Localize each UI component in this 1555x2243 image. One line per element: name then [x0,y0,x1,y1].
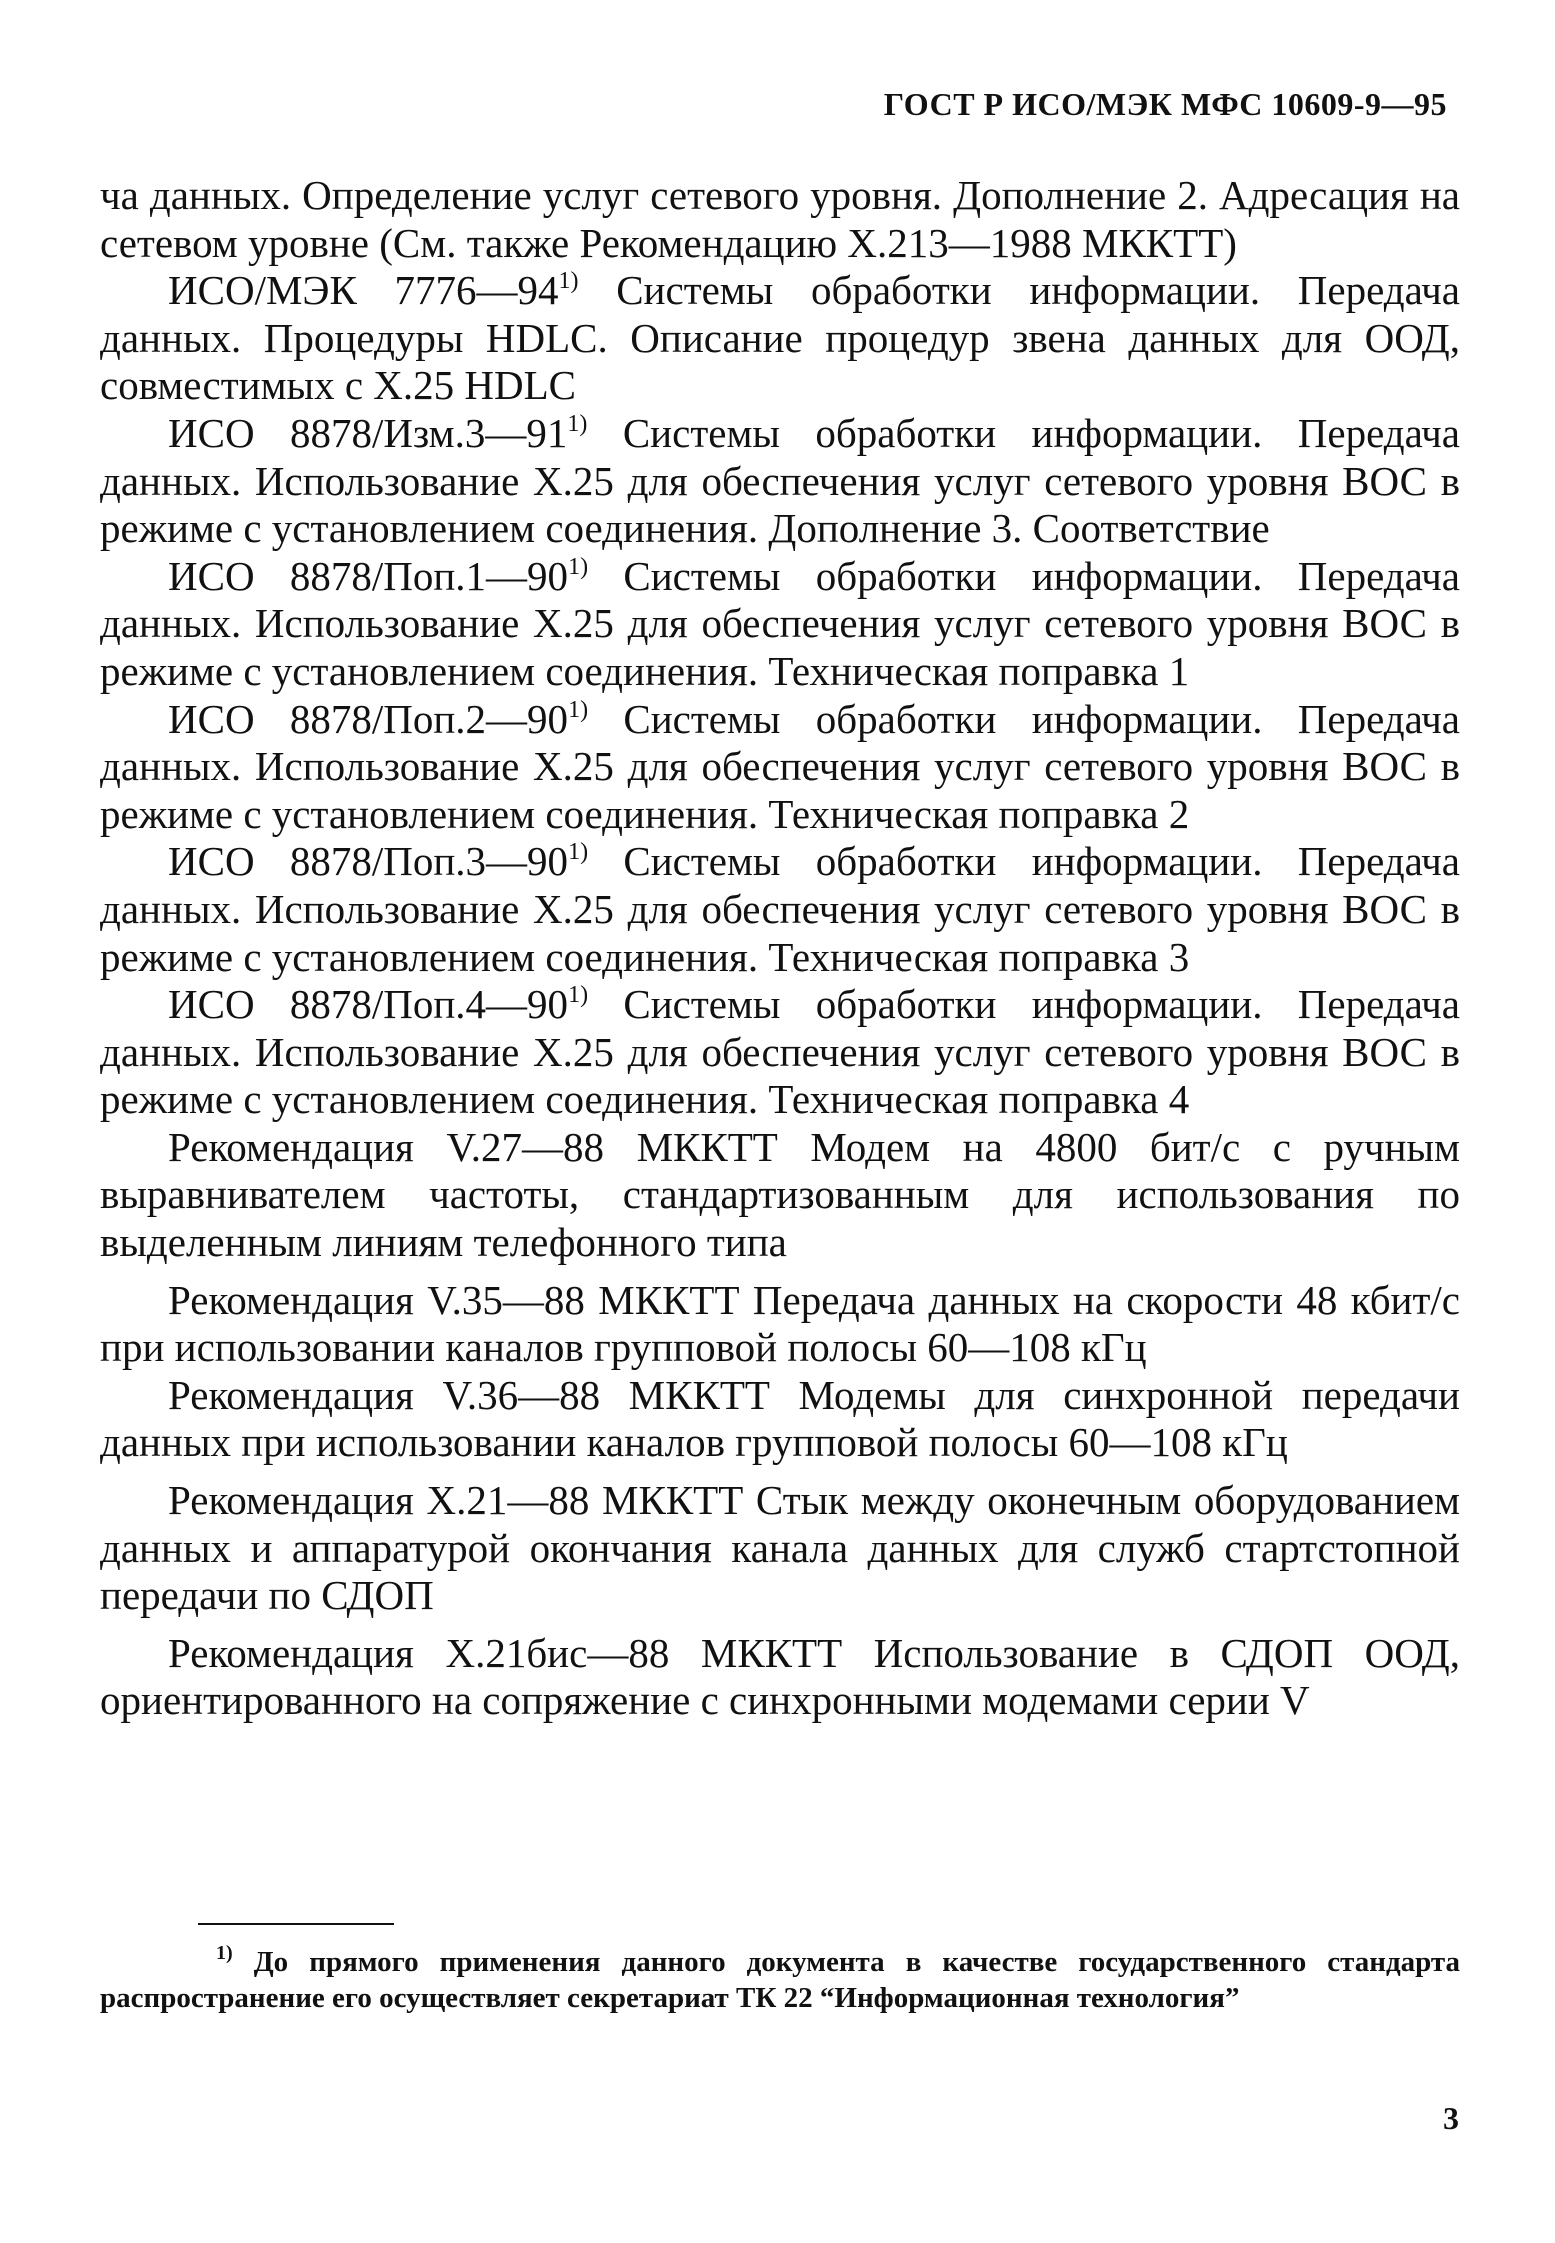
reference-text: Системы обработки информации. Передача данных. Использование X.25 для обеспечения услуг сетевого уровня ВОС в режиме с установлением соединения. Техническая поправка 1 [100,552,1460,694]
reference-text: Системы обработки информации. Передача данных. Использование X.25 для обеспечения услуг сетевого уровня ВОС в режиме с установлением соединения. Техническая поправка 2 [100,695,1460,837]
reference-text: Рекомендация V.27—88 МККТТ Модем на 4800 бит/с с ручным выравнивателем частоты, стандартизованным для использования по выделенным линиям телефонного типа [100,1123,1460,1266]
reference-item [100,1630,1460,1725]
reference-code: ИСО 8878/Поп.2—90 [168,695,569,742]
reference-text: Рекомендация V.35—88 МККТТ Передача данных на скорости 48 кбит/с при использовании каналов групповой полосы 60—108 кГц [100,1276,1460,1371]
reference-text: Системы обработки информации. Передача данных. Использование X.25 для обеспечения услуг сетевого уровня ВОС в режиме с установлением соединения. Дополнение 3. Соответствие [100,409,1460,552]
reference-item [100,267,1460,410]
footnote [100,1944,1460,2016]
reference-code: ИСО 8878/Поп.3—90 [168,838,569,885]
reference-item [100,696,1460,839]
footnote-marker: 1) [568,982,589,1009]
footnote-marker: 1) [568,553,589,580]
reference-item [100,838,1460,981]
reference-code: ИСО 8878/Поп.4—90 [168,981,569,1028]
reference-text: Рекомендация X.21—88 МККТТ Стык между оконечным оборудованием данных и аппаратурой окончания канала данных для служб стартстопной передачи по СДОП [100,1477,1460,1619]
footnote-marker: 1) [558,268,579,295]
reference-item [100,1477,1460,1620]
reference-list [100,172,1460,1725]
reference-text: Системы обработки информации. Передача данных. Использование X.25 для обеспечения услуг сетевого уровня ВОС в режиме с установлением соединения. Техническая поправка 3 [100,838,1460,980]
reference-item [100,1372,1460,1467]
footnote-divider [198,1923,394,1925]
reference-text: Рекомендация X.21бис—88 МККТТ Использование в СДОП ООД, ориентированного на сопряжение с синхронными модемами серии V [100,1629,1460,1724]
reference-code: ИСО/МЭК 7776—94 [168,267,559,314]
reference-item [100,1124,1460,1267]
footnote-marker: 1) [567,410,588,437]
reference-code: ИСО 8878/Поп.1—90 [168,552,569,599]
reference-code: ИСО 8878/Изм.3—91 [168,409,568,456]
footnote-marker: 1) [568,839,589,866]
running-header: ГОСТ Р ИСО/МЭК МФС 10609-9—95 [883,86,1447,122]
reference-text: ча данных. Определение услуг сетевого уровня. Дополнение 2. Адресация на сетевом уровне (См. также Рекомендацию X.213—1988 МККТТ) [100,172,1460,266]
reference-item [100,1277,1460,1372]
reference-text: Системы обработки информации. Передача данных. Процедуры HDLC. Описание процедур звена данных для ООД, совместимых с X.25 HDLC [100,267,1460,409]
reference-item [100,981,1460,1124]
reference-text: Системы обработки информации. Передача данных. Использование X.25 для обеспечения услуг сетевого уровня ВОС в режиме с установлением соединения. Техническая поправка 4 [100,981,1460,1123]
page-number: 3 [1443,2100,1459,2136]
footnote-marker: 1) [216,1942,233,1964]
footnote-text: До прямого применения данного документа в качестве государственного стандарта распространение его осуществляет секретариат ТК 22 “Информационная технология” [100,1946,1460,2014]
reference-item [100,553,1460,696]
footnote-marker: 1) [568,696,589,723]
reference-continuation [100,172,1460,267]
reference-text: Рекомендация V.36—88 МККТТ Модемы для синхронной передачи данных при использовании каналов групповой полосы 60—108 кГц [100,1371,1460,1466]
reference-item [100,410,1460,553]
